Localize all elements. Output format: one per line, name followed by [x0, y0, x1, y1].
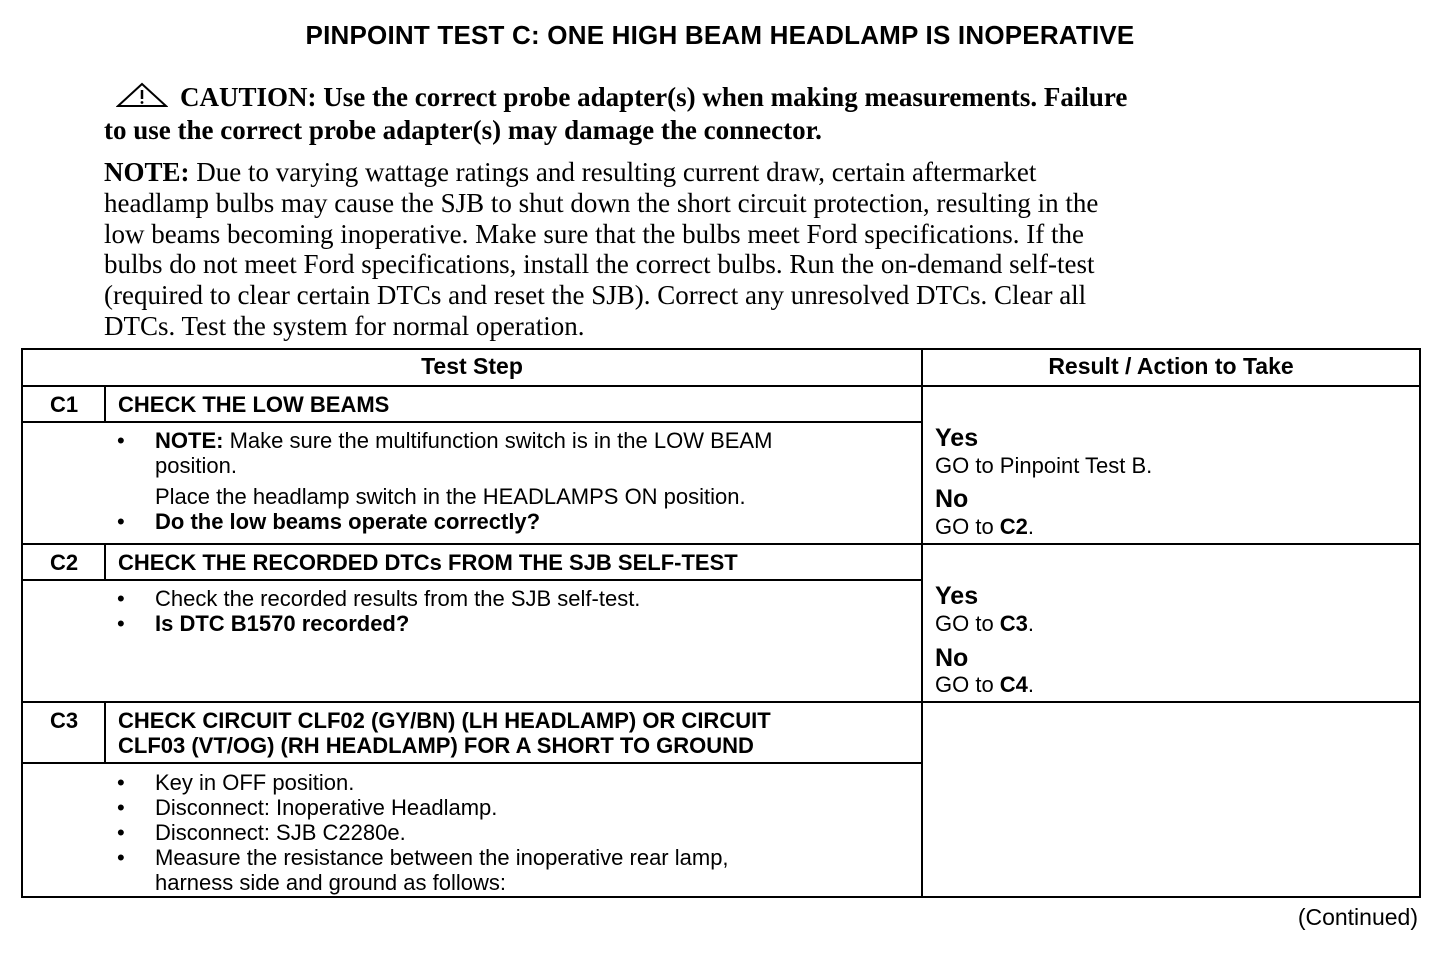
- c1-note-line-2: position.: [155, 453, 237, 478]
- c3-bullet-4-line-1: Measure the resistance between the inoperative rear lamp,: [155, 845, 729, 870]
- note-label: NOTE:: [104, 157, 190, 187]
- step-title-c2: CHECK THE RECORDED DTCs FROM THE SJB SELF-TEST: [118, 550, 738, 575]
- bullet-icon: •: [117, 509, 125, 534]
- c2-bullet-1: Check the recorded results from the SJB self-test.: [155, 586, 641, 611]
- c2-action-yes-suffix: .: [1027, 611, 1035, 636]
- note-line-3: low beams becoming inoperative. Make sure that the bulbs meet Ford specifications. If the: [104, 218, 1084, 249]
- caution-line-2: to use the correct probe adapter(s) may damage the connector.: [104, 115, 822, 145]
- c1-note-label: NOTE:: [155, 428, 224, 453]
- header-test-step: Test Step: [421, 353, 523, 379]
- row-divider-c2-c3: [23, 701, 1419, 703]
- step-title-c1: CHECK THE LOW BEAMS: [118, 392, 390, 417]
- c1-action-no: [935, 514, 1034, 539]
- c1-note-line-1: [155, 428, 772, 453]
- step-id-c3: C3: [49, 708, 79, 733]
- c1-action-no-suffix: .: [1027, 514, 1035, 539]
- note-block: [104, 157, 1304, 342]
- row-divider-c1-c2: [23, 543, 1419, 545]
- bullet-icon: •: [117, 428, 125, 453]
- c1-action-yes: GO to Pinpoint Test B.: [935, 453, 1153, 478]
- c2-action-no: [935, 672, 1034, 697]
- step-title-c3-line-2: CLF03 (VT/OG) (RH HEADLAMP) FOR A SHORT TO GROUND: [118, 733, 754, 758]
- bullet-icon: •: [117, 820, 125, 845]
- note-line-2: headlamp bulbs may cause the SJB to shut down the short circuit protection, resulting in the: [104, 187, 1099, 218]
- bullet-icon: •: [117, 795, 125, 820]
- c1-note-line-3: Place the headlamp switch in the HEADLAMPS ON position.: [155, 484, 746, 509]
- page-title: PINPOINT TEST C: ONE HIGH BEAM HEADLAMP IS INOPERATIVE: [305, 20, 1135, 50]
- c2-question: Is DTC B1570 recorded?: [155, 611, 410, 636]
- c3-bullet-2: Disconnect: Inoperative Headlamp.: [155, 795, 498, 820]
- bullet-icon: •: [117, 611, 125, 636]
- step-id-c1: C1: [49, 392, 79, 417]
- bullet-icon: •: [117, 770, 125, 795]
- c2-action-no-prefix: GO to: [935, 672, 1000, 697]
- c3-bullet-1: Key in OFF position.: [155, 770, 355, 795]
- note-line-1: [104, 157, 1304, 188]
- c3-title-divider: [23, 762, 921, 764]
- c1-title-divider: [23, 421, 921, 423]
- c1-result-no: No: [935, 485, 969, 513]
- c1-question: Do the low beams operate correctly?: [155, 509, 541, 534]
- c3-bullet-4-line-2: harness side and ground as follows:: [155, 870, 506, 895]
- c2-result-yes: Yes: [935, 582, 979, 610]
- c2-action-no-suffix: .: [1027, 672, 1035, 697]
- c2-action-no-ref: C4: [999, 672, 1028, 697]
- c1-action-no-prefix: GO to: [935, 514, 1000, 539]
- caution-block: [104, 82, 1304, 146]
- bullet-icon: •: [117, 586, 125, 611]
- note-line-6: DTCs. Test the system for normal operation.: [104, 310, 585, 341]
- caution-text-1: CAUTION: Use the correct probe adapter(s) when making measurements. Failure: [180, 82, 1128, 112]
- header-divider: [23, 385, 1419, 387]
- column-divider: [921, 350, 923, 898]
- caution-line-1: [104, 82, 1304, 115]
- note-line-4: bulbs do not meet Ford specifications, install the correct bulbs. Run the on-demand self-test: [104, 249, 1095, 280]
- c1-action-no-ref: C2: [999, 514, 1028, 539]
- bullet-icon: •: [117, 845, 125, 870]
- c1-result-yes: Yes: [935, 424, 979, 452]
- header-result-action: Result / Action to Take: [1048, 353, 1294, 379]
- c1-note-text-1: Make sure the multifunction switch is in the LOW BEAM: [223, 428, 773, 453]
- test-step-table: [21, 348, 1421, 898]
- note-text-1: Due to varying wattage ratings and resulting current draw, certain aftermarket: [189, 157, 1037, 187]
- c2-title-divider: [23, 579, 921, 581]
- continued-label: (Continued): [1297, 904, 1418, 930]
- c3-bullet-3: Disconnect: SJB C2280e.: [155, 820, 406, 845]
- step-id-c2: C2: [49, 550, 79, 575]
- step-title-c3-line-1: CHECK CIRCUIT CLF02 (GY/BN) (LH HEADLAMP) OR CIRCUIT: [118, 708, 771, 733]
- warning-triangle-icon: [116, 82, 172, 115]
- c2-action-yes-ref: C3: [999, 611, 1028, 636]
- c2-result-no: No: [935, 644, 969, 672]
- c2-action-yes-prefix: GO to: [935, 611, 1000, 636]
- note-line-5: (required to clear certain DTCs and reset the SJB). Correct any unresolved DTCs. Clear all: [104, 280, 1087, 311]
- c2-action-yes: [935, 611, 1034, 636]
